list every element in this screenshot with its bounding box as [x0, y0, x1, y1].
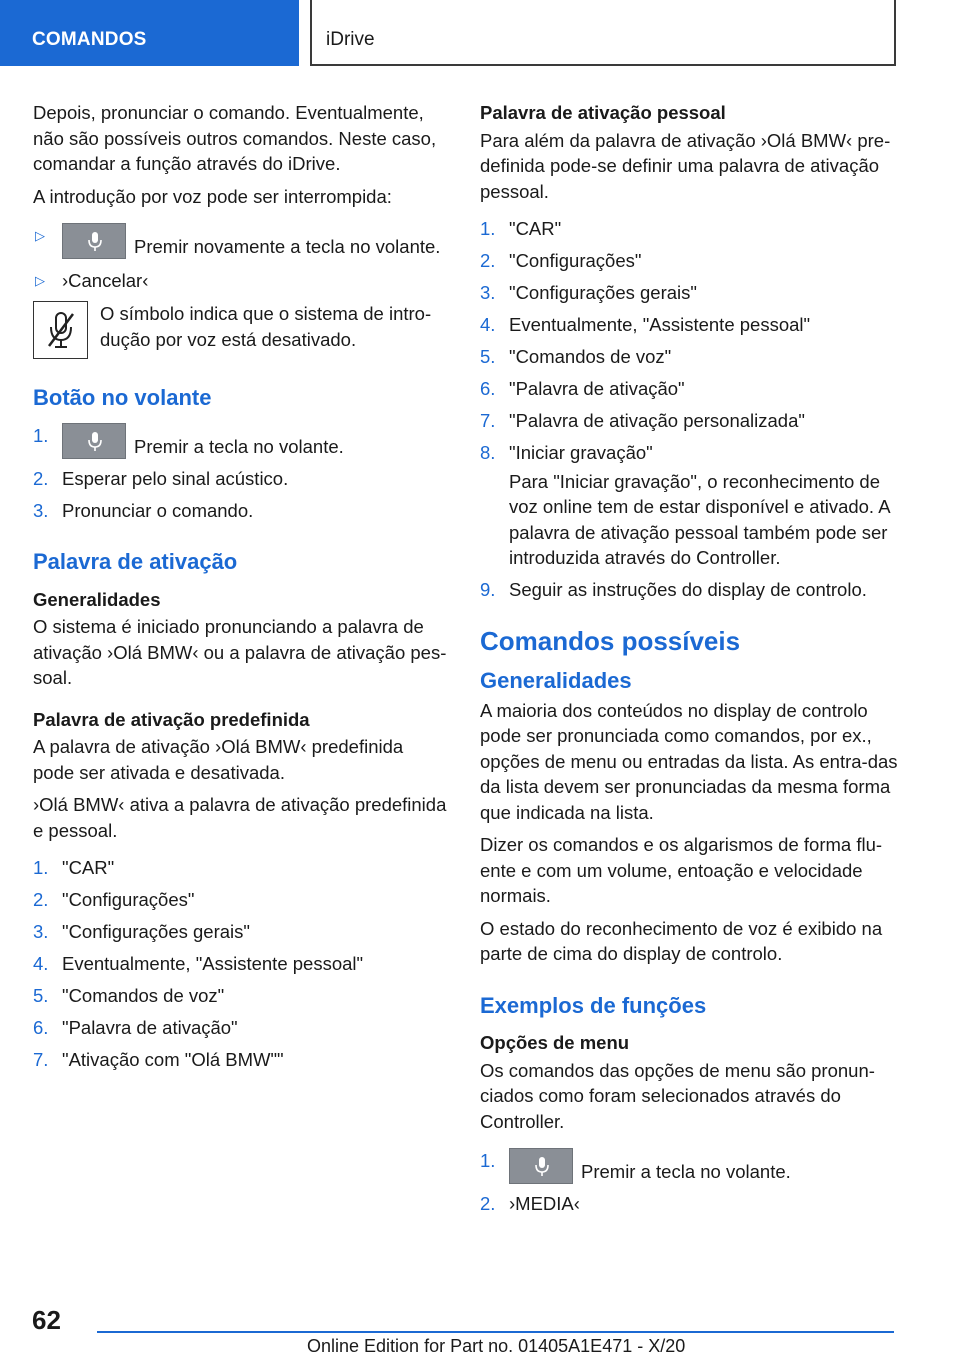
interrupt-list [33, 223, 448, 293]
heading-steering-button: Botão no volante [33, 385, 212, 410]
list-item: 1. Premir a tecla no volante. [33, 424, 344, 457]
list-item [33, 268, 448, 294]
personal-paragraph: Para além da palavra de ativação ›Olá BMW‹ pre-definida pode-se definir uma palavra de ativação pessoal. [480, 129, 891, 202]
commands-paragraph-3: O estado do reconhecimento de voz é exibido na parte de cima do display de controlo. [480, 917, 883, 964]
list-item: 7. "Ativação com "Olá BMW"" [33, 1049, 284, 1070]
commands-paragraph-1: A maioria dos conteúdos no display de controlo pode ser pronunciada como comandos, por ex., opções de menu ou entradas da lista. As entra-das da lista devem ser pronunciadas da mesma forma que indicada na lista. [480, 699, 898, 823]
interrupt-item-1: Premir novamente a tecla no volante. [134, 236, 441, 257]
predefined-paragraph-1: A palavra de ativação ›Olá BMW‹ predefinida pode ser ativada e desativada. [33, 736, 404, 783]
heading-general: Generalidades [33, 588, 161, 610]
list-item: 2. "Configurações" [480, 250, 642, 271]
triangle-bullet-icon: ▷ [35, 272, 45, 288]
general-paragraph: O sistema é iniciado pronunciando a palavra de ativação ›Olá BMW‹ ou a palavra de ativação pes-soal. [33, 616, 447, 688]
commands-paragraph-2: Dizer os comandos e os algarismos de forma flu-ente e com um volume, entoação e velocidade normais. [480, 834, 883, 906]
voice-off-note [33, 301, 448, 359]
list-item: 9. Seguir as instruções do display de controlo. [480, 579, 867, 600]
list-item: 3. Pronunciar o comando. [33, 499, 254, 521]
list-item: 1. "CAR" [480, 218, 562, 239]
left-column [33, 100, 448, 1079]
list-item: 7. "Palavra de ativação personalizada" [480, 410, 805, 431]
microphone-key-icon [62, 423, 126, 459]
list-item: 3. "Configurações gerais" [33, 921, 250, 942]
list-item: 5. "Comandos de voz" [480, 346, 672, 367]
microphone-disabled-icon [33, 301, 88, 359]
heading-personal-wake-word: Palavra de ativação pessoal [480, 102, 726, 123]
header-section-title: COMANDOS [32, 29, 147, 50]
list-item: 1. "CAR" [33, 857, 115, 878]
footer-edition: Online Edition for Part no. 01405A1E471 - X/20 [307, 1336, 686, 1356]
personal-steps-list [480, 216, 900, 603]
list-item: 5. "Comandos de voz" [33, 985, 225, 1006]
heading-predefined-wake-word: Palavra de ativação predefinida [33, 708, 310, 730]
list-item: 1. Premir a tecla no volante. [480, 1150, 791, 1182]
list-item: 2. Esperar pelo sinal acústico. [33, 467, 289, 489]
menu-paragraph: Os comandos das opções de menu são pronun-ciados como foram selecionados através do Controller. [480, 1059, 875, 1132]
heading-wake-word: Palavra de ativação [33, 549, 238, 574]
voice-off-note-text: O símbolo indica que o sistema de intro-dução por voz está desativado. [100, 303, 432, 350]
list-item: 6. "Palavra de ativação" [480, 378, 685, 399]
list-item: 2. "Configurações" [33, 889, 195, 910]
triangle-bullet-icon: ▷ [35, 228, 45, 243]
menu-steps-list [480, 1148, 900, 1217]
microphone-key-icon [62, 223, 126, 259]
microphone-key-icon [509, 1148, 573, 1184]
interrupt-item-2: ›Cancelar‹ [62, 269, 149, 291]
intro-paragraph-1: Depois, pronunciar o comando. Eventualmente, não são possíveis outros comandos. Neste caso, comandar a função através do iDrive. [33, 102, 437, 174]
list-item: 2. ›MEDIA‹ [480, 1193, 580, 1214]
step-8-detail: Para "Iniciar gravação", o reconhecimento de voz online tem de estar disponível e ativado. A palavra de ativação pessoal também pode ser introduzida através do Controller. [509, 470, 890, 568]
header-chapter-box [310, 0, 896, 66]
heading-function-examples: Exemplos de funções [480, 992, 707, 1018]
list-item: 3. "Configurações gerais" [480, 282, 697, 303]
page-number: 62 [32, 1305, 61, 1335]
heading-possible-commands: Comandos possíveis [480, 625, 741, 656]
heading-menu-options: Opções de menu [480, 1032, 630, 1053]
list-item [33, 223, 448, 260]
list-item: 4. Eventualmente, "Assistente pessoal" [33, 953, 364, 974]
predefined-steps-list [33, 855, 448, 1073]
intro-paragraph-2: A introdução por voz pode ser interrompida: [33, 185, 392, 207]
heading-general-commands: Generalidades [480, 668, 632, 693]
header-section-tab [0, 0, 299, 66]
list-item: 8. "Iniciar gravação" Para "Iniciar gravação", o reconhecimento de voz online tem de estar disponível e ativado. A palavra de ativação pessoal também pode ser introduzida através do Controller. [480, 440, 900, 571]
header-chapter-title: iDrive [326, 29, 375, 50]
footer-divider [97, 1331, 894, 1333]
list-item: 4. Eventualmente, "Assistente pessoal" [480, 314, 811, 335]
predefined-paragraph-2: ›Olá BMW‹ ativa a palavra de ativação predefinida e pessoal. [33, 794, 447, 841]
button-steps-list [33, 423, 448, 524]
list-item: 6. "Palavra de ativação" [33, 1017, 238, 1038]
right-column [480, 100, 900, 1223]
